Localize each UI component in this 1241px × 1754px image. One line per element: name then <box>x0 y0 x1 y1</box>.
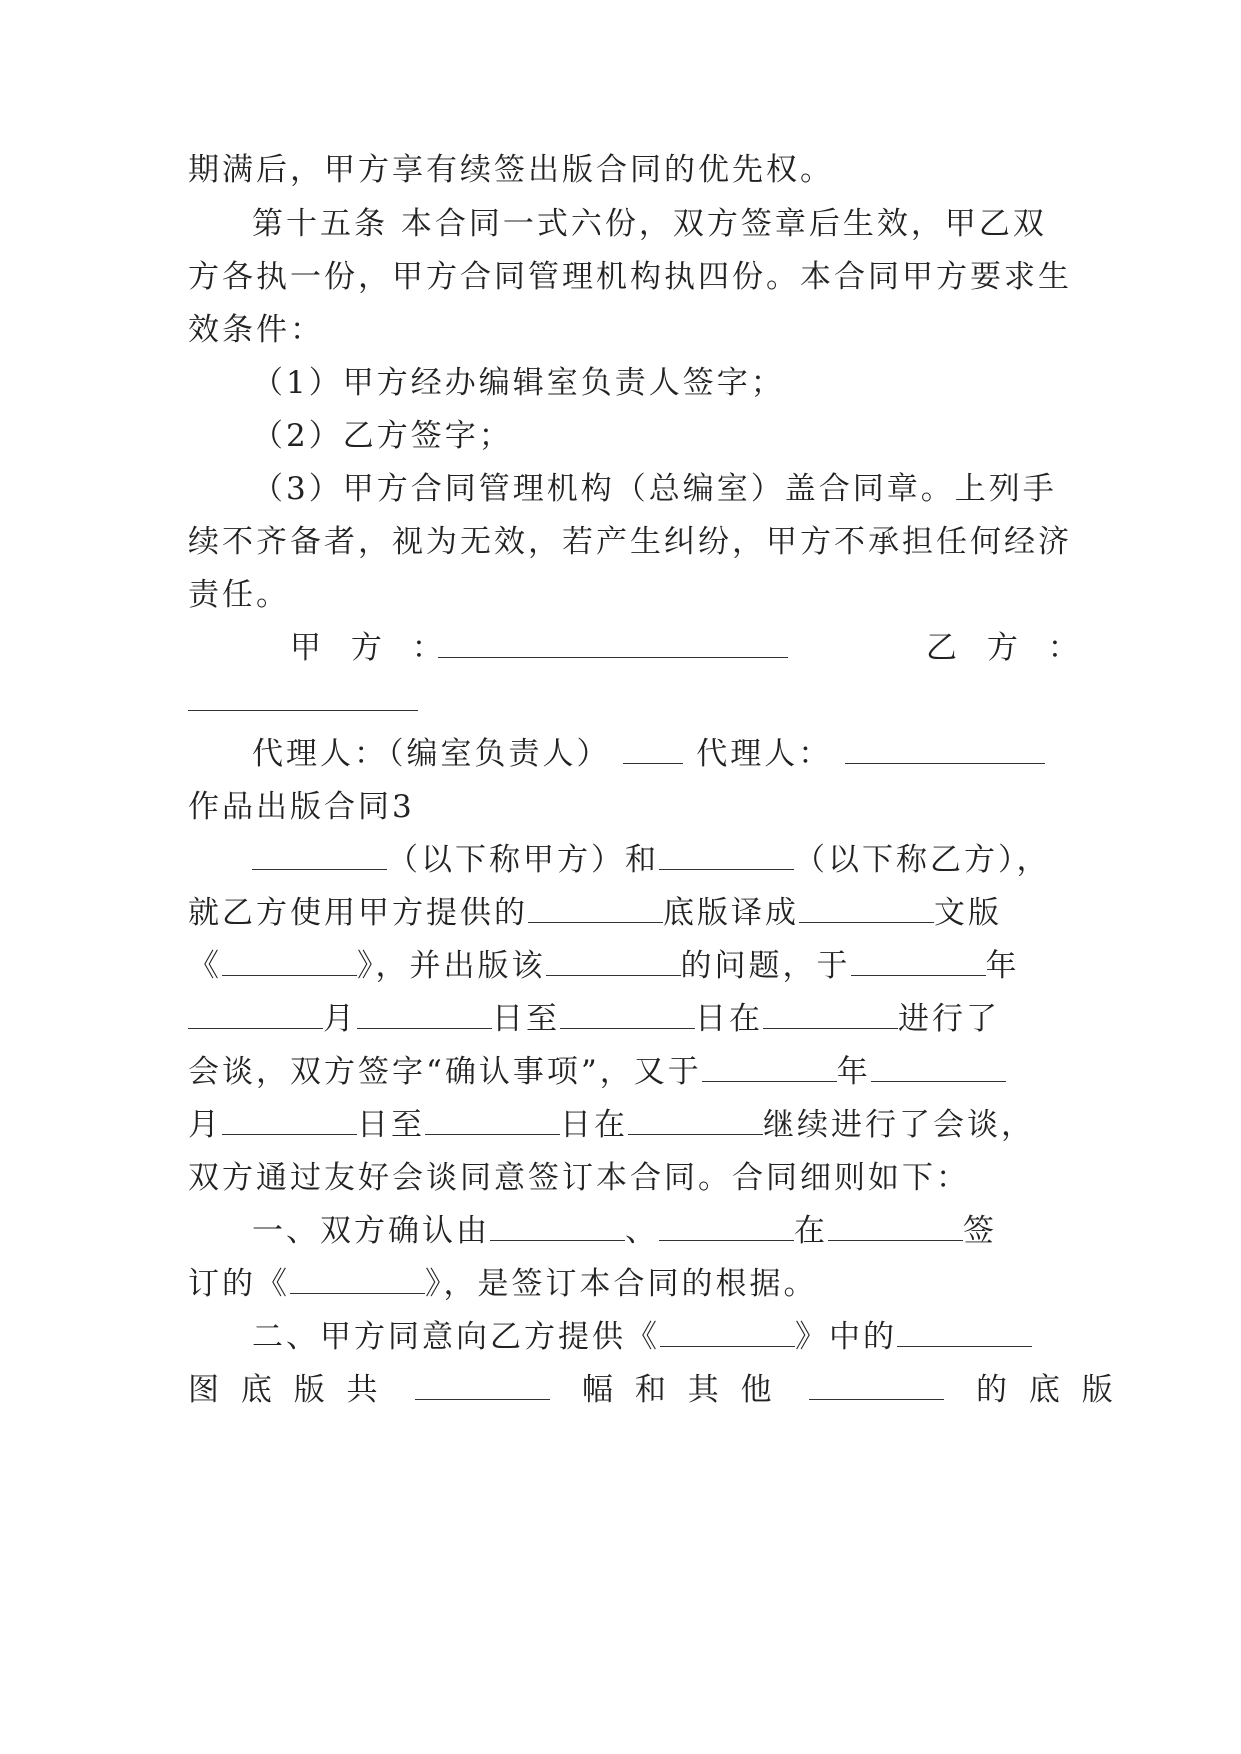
text-line: 《 》，并出版该 的问题，于 年 <box>188 948 1020 984</box>
text-line: 第十五条 本合同一式六份，双方签章后生效，甲乙双 <box>252 206 1047 242</box>
text-line: 一、双方确认由 、 在 签 <box>252 1213 997 1249</box>
party-b-label: 乙 方 ： <box>926 630 1089 666</box>
text-line: 期满后，甲方享有续签出版合同的优先权。 <box>188 152 834 188</box>
agent-line <box>252 734 1045 774</box>
text-line: 图 底 版 共 幅 和 其 他 的 底 版 <box>188 1372 1119 1408</box>
text-line: （以下称甲方）和 （以下称乙方）， <box>252 840 1051 880</box>
text-line: 续不齐备者，视为无效，若产生纠纷，甲方不承担任何经济 <box>188 524 1072 560</box>
text-line: 二、甲方同意向乙方提供《 》中的 <box>252 1317 1032 1357</box>
text-line: 会谈，双方签字“确认事项”，又于 年 <box>188 1052 1006 1092</box>
text-line: （3）甲方合同管理机构（总编室）盖合同章。上列手 <box>252 471 1057 507</box>
text-line: 订的《 》，是签订本合同的根据。 <box>188 1266 818 1302</box>
text-line: （2）乙方签字； <box>252 418 513 454</box>
party-a-blank[interactable] <box>438 628 788 668</box>
agent-a-blank[interactable] <box>623 737 683 764</box>
text-line: 月 日至 日在 进行了 <box>188 999 1000 1039</box>
text-line: 效条件： <box>188 312 324 348</box>
agent-b-blank[interactable] <box>845 737 1045 764</box>
text-line: 双方通过友好会谈同意签订本合同。合同细则如下： <box>188 1160 970 1196</box>
agent-b-label: 代理人： <box>696 736 833 772</box>
text-line: 月 日至 日在 继续进行了会谈， <box>188 1107 1035 1143</box>
contract-title: 作品出版合同3 <box>188 789 415 825</box>
agent-a-label: 代理人：（编室负责人） <box>252 736 611 772</box>
text-line: 就乙方使用甲方提供的 底版译成 文版 <box>188 895 1002 931</box>
party-a-label: 甲 方 ： <box>290 630 453 666</box>
text-line: （1）甲方经办编辑室负责人签字； <box>252 365 785 401</box>
party-b-blank[interactable] <box>188 681 418 721</box>
text-line: 责任。 <box>188 577 290 613</box>
text-line: 方各执一份，甲方合同管理机构执四份。本合同甲方要求生 <box>188 259 1072 295</box>
